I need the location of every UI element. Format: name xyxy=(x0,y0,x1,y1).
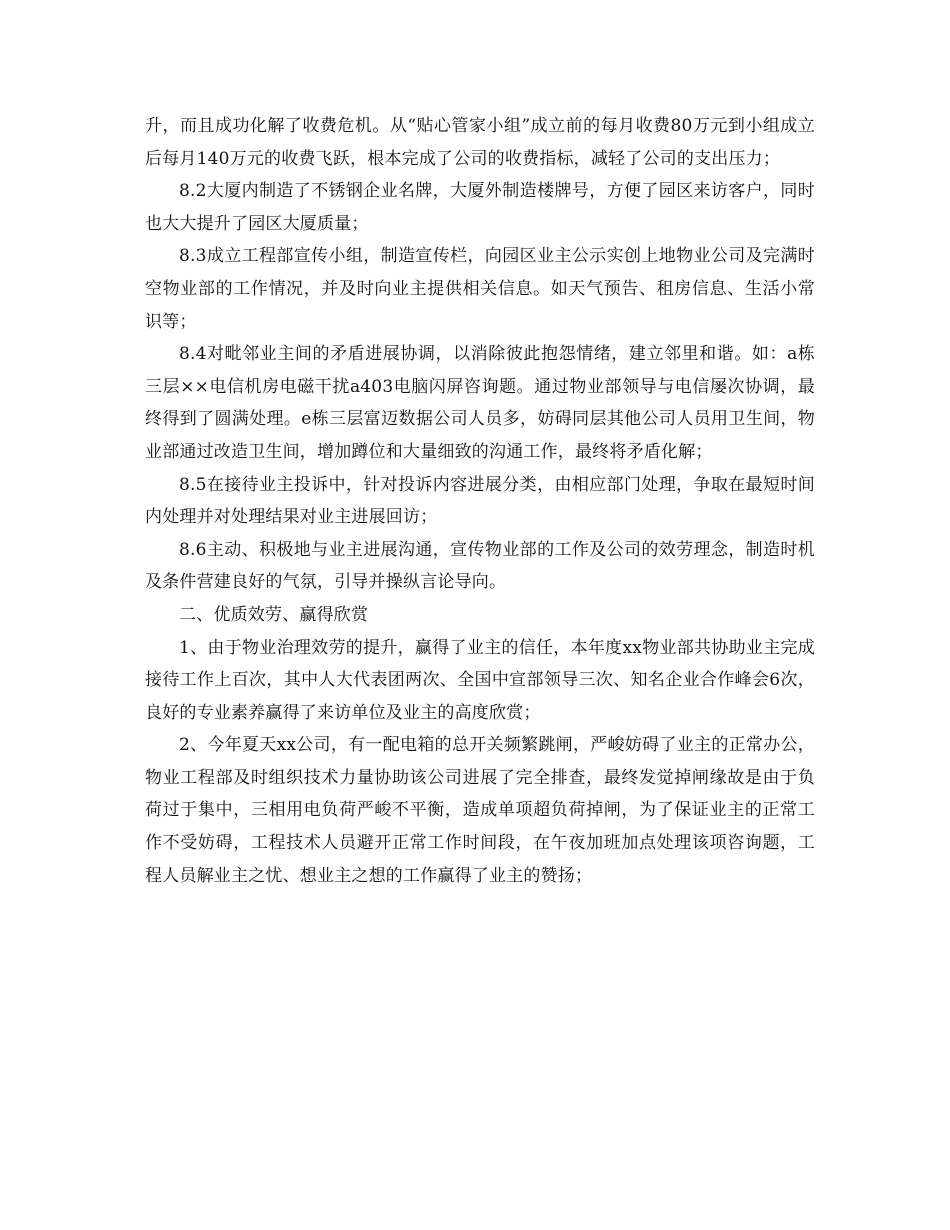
paragraph-7: 1、由于物业治理效劳的提升，赢得了业主的信任，本年度xx物业部共协助业主完成接待工作上百次，其中人大代表团两次、全国中宣部领导三次、知名企业合作峰会6次，良好的专业素养赢得了来访单位及业主的高度欣赏； xyxy=(145,637,815,723)
paragraph-5: 8.5在接待业主投诉中，针对投诉内容进展分类，由相应部门处理，争取在最短时间内处理并对处理结果对业主进展回访； xyxy=(145,474,815,528)
section-heading: 二、优质效劳、赢得欣赏 xyxy=(179,604,369,625)
paragraph-8: 2、今年夏天xx公司，有一配电箱的总开关频繁跳闸，严峻妨碍了业主的正常办公，物业工程部及时组织技术力量协助该公司进展了完全排查，最终发觉掉闸缘故是由于负荷过于集中，三相用电负荷严峻不平衡，造成单项超负荷掉闸，为了保证业主的正常工作不受妨碍，工程技术人员避开正常工作时间段，在午夜加班加点处理该项咨询题，工程人员解业主之忧、想业主之想的工作赢得了业主的赞扬； xyxy=(145,735,815,886)
paragraph-1: 升，而且成功化解了收费危机。从“贴心管家小组”成立前的每月收费80万元到小组成立后每月140万元的收费飞跃，根本完成了公司的收费指标，减轻了公司的支出压力； xyxy=(145,116,815,169)
paragraph-4: 8.4对毗邻业主间的矛盾进展协调，以消除彼此抱怨情绪，建立邻里和谐。如：a栋三层××电信机房电磁干扰a403电脑闪屏咨询题。通过物业部领导与电信屡次协调，最终得到了圆满处理。e栋三层富迈数据公司人员多，妨碍同层其他公司人员用卫生间，物业部通过改造卫生间，增加蹲位和大量细致的沟通工作，最终将矛盾化解； xyxy=(145,344,815,462)
paragraph-3: 8.3成立工程部宣传小组，制造宣传栏，向园区业主公示实创上地物业公司及完满时空物业部的工作情况，并及时向业主提供相关信息。如天气预告、租房信息、生活小常识等； xyxy=(145,246,815,332)
document-body xyxy=(145,110,815,892)
paragraph-6: 8.6主动、积极地与业主进展沟通，宣传物业部的工作及公司的效劳理念，制造时机及条件营建良好的气氛，引导并操纵言论导向。 xyxy=(145,539,815,593)
paragraph-2: 8.2大厦内制造了不锈钢企业名牌，大厦外制造楼牌号，方便了园区来访客户，同时也大大提升了园区大厦质量； xyxy=(145,181,815,234)
